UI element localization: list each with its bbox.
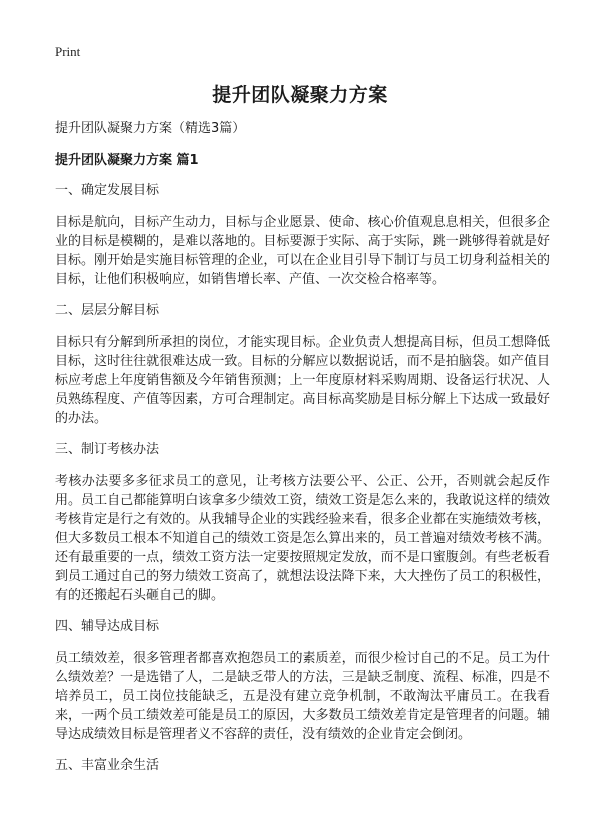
document-subtitle: 提升团队凝聚力方案（精选3篇） [55,121,246,136]
section-heading-3: 三、制订考核办法 [55,442,160,457]
part-title: 提升团队凝聚力方案 篇1 [55,153,199,168]
section-heading-2: 二、层层分解目标 [55,303,160,318]
document-body [55,119,550,788]
section-heading-1: 一、确定发展目标 [55,183,160,198]
section-paragraph-4: 员工绩效差，很多管理者都喜欢抱怨员工的素质差，而很少检讨自己的不足。员工为什么绩效差？一是选错了人，二是缺乏带人的方法，三是缺乏制度、流程、标准，四是不培养员工，员工岗位技能缺乏，五是没有建立竞争机制，不敢淘汰平庸员工。在我看来，一两个员工绩效差可能是员工的原因，大多数员工绩效差肯定是管理者的问题。辅导达成绩效目标是管理者义不容辞的责任，没有绩效的企业肯定会倒闭。 [55,651,550,742]
section-paragraph-2: 目标只有分解到所承担的岗位，才能实现目标。企业负责人想提高目标，但员工想降低目标，这时往往就很难达成一致。目标的分解应以数据说话，而不是拍脑袋。如产值目标应考虑上年度销售额及今年销售预测；上一年度原材料采购周期、设备运行状况、人员熟练程度、产值等因素，方可合理制定。高目标高奖励是目标分解上下达成一致最好的办法。 [55,335,550,426]
print-link[interactable]: Print [55,44,81,59]
page-title: 提升团队凝聚力方案 [212,84,388,106]
section-heading-5: 五、丰富业余生活 [55,758,160,773]
section-heading-4: 四、辅导达成目标 [55,619,160,634]
section-paragraph-1: 目标是航向，目标产生动力，目标与企业愿景、使命、核心价值观息息相关，但很多企业的目标是模糊的，是难以落地的。目标要源于实际、高于实际，跳一跳够得着就是好目标。刚开始是实施目标管理的企业，可以在企业目引导下制订与员工切身利益相关的目标，让他们积极响应，如销售增长率、产值、一次交检合格率等。 [55,215,550,287]
section-paragraph-3: 考核办法要多多征求员工的意见，让考核方法要公平、公正、公开，否则就会起反作用。员工自己都能算明白该拿多少绩效工资，绩效工资是怎么来的，我敢说这样的绩效考核肯定是行之有效的。从我辅导企业的实践经验来看，很多企业都在实施绩效考核，但大多数员工根本不知道自己的绩效工资是怎么算出来的，员工普遍对绩效考核不满。还有最重要的一点，绩效工资方法一定要按照规定发放，而不是口蜜腹剑。有些老板看到员工通过自己的努力绩效工资高了，就想法设法降下来，大大挫伤了员工的积极性，有的还搬起石头砸自己的脚。 [55,474,550,603]
